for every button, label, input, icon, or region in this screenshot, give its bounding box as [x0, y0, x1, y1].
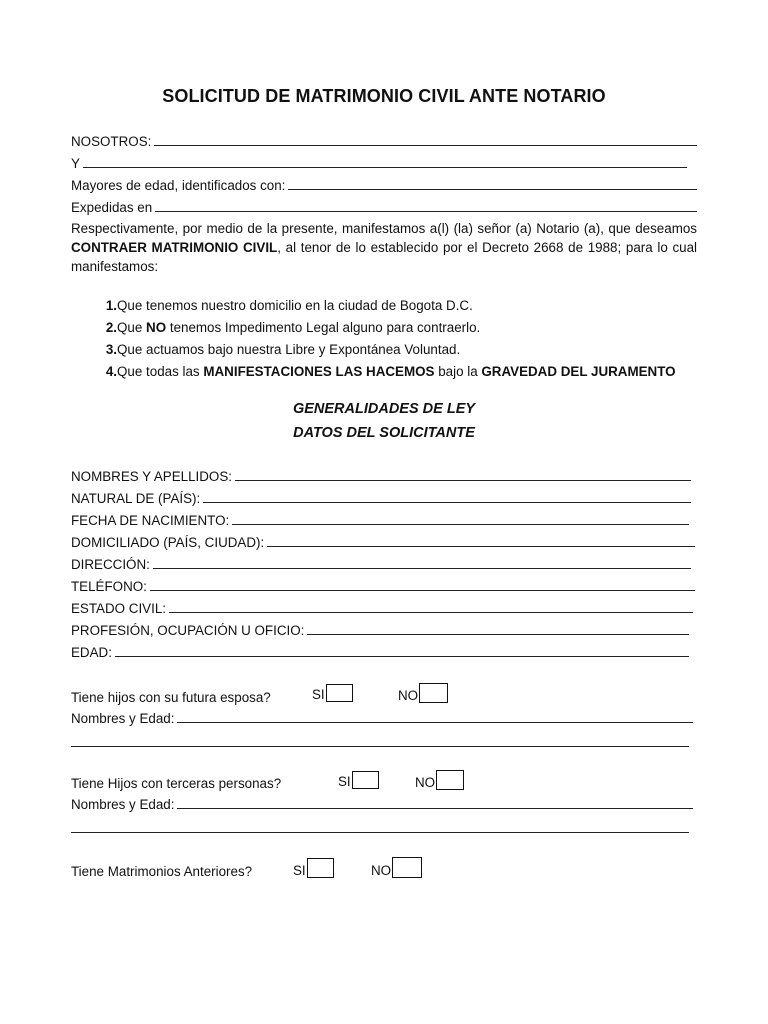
- option-si[interactable]: [293, 858, 334, 878]
- list-item: [71, 342, 697, 358]
- field-telefono[interactable]: [71, 579, 695, 594]
- fill-line[interactable]: [83, 156, 687, 168]
- list-item: [71, 364, 697, 380]
- field-domiciliado[interactable]: [71, 535, 695, 550]
- option-label: SI: [312, 687, 325, 702]
- list-number: 3.: [105, 342, 117, 357]
- fill-line[interactable]: [115, 645, 689, 657]
- option-label: NO: [371, 863, 392, 878]
- fill-line[interactable]: [155, 200, 697, 212]
- field-profesion[interactable]: [71, 623, 689, 638]
- fill-line[interactable]: [203, 491, 691, 503]
- option-no[interactable]: [371, 857, 422, 878]
- question-text: Tiene Hijos con terceras personas?: [71, 775, 282, 791]
- field-identificados[interactable]: [71, 178, 697, 193]
- list-number: 1.: [105, 298, 117, 313]
- field-nombres-edad-2[interactable]: [71, 797, 693, 812]
- fill-line[interactable]: [232, 513, 689, 525]
- field-label: Nombres y Edad:: [71, 797, 175, 812]
- section-subtitle: DATOS DEL SOLICITANTE: [293, 425, 475, 441]
- fill-line[interactable]: [267, 535, 695, 547]
- field-label: Y: [71, 156, 80, 171]
- field-label: NOSOTROS:: [71, 134, 152, 149]
- checkbox-si[interactable]: [326, 684, 353, 702]
- document-title: SOLICITUD DE MATRIMONIO CIVIL ANTE NOTARIO: [162, 86, 606, 106]
- option-label: SI: [293, 863, 306, 878]
- checkbox-no[interactable]: [392, 857, 422, 878]
- field-label: Expedidas en: [71, 200, 153, 215]
- list-text: Que tenemos nuestro domicilio en la ciudad de Bogota D.C.: [117, 298, 473, 313]
- field-y[interactable]: [71, 156, 687, 171]
- list-text: Que NO tenemos Impedimento Legal alguno para contraerlo.: [117, 320, 481, 335]
- fill-line[interactable]: [150, 579, 695, 591]
- option-label: NO: [398, 688, 419, 703]
- fill-line[interactable]: [177, 711, 693, 723]
- list-text: Que actuamos bajo nuestra Libre y Expontánea Voluntad.: [117, 342, 461, 357]
- fill-line[interactable]: [71, 821, 689, 833]
- field-expedidas[interactable]: [71, 200, 697, 215]
- fill-line[interactable]: [169, 601, 693, 613]
- question-text: Tiene hijos con su futura esposa?: [71, 689, 271, 705]
- fill-line[interactable]: [177, 797, 693, 809]
- option-no[interactable]: [415, 770, 464, 790]
- fill-line[interactable]: [153, 557, 691, 569]
- list-number: 2.: [105, 320, 117, 335]
- fill-line[interactable]: [154, 134, 697, 146]
- field-label: EDAD:: [71, 645, 112, 660]
- field-estado-civil[interactable]: [71, 601, 693, 616]
- field-label: ESTADO CIVIL:: [71, 601, 166, 616]
- checkbox-no[interactable]: [436, 770, 464, 790]
- fill-line[interactable]: [235, 469, 691, 481]
- option-no[interactable]: [398, 683, 448, 703]
- checkbox-si[interactable]: [307, 858, 334, 878]
- intro-paragraph: [71, 219, 697, 276]
- option-label: SI: [338, 774, 351, 789]
- field-extra-line-1[interactable]: [71, 735, 689, 750]
- option-label: NO: [415, 775, 436, 790]
- question-hijos-esposa: [71, 686, 271, 708]
- intro-text-end: , al tenor de lo establecido por el Decreto 2668 de 1988; para lo cual manifestamos:: [71, 240, 698, 274]
- field-label: Mayores de edad, identificados con:: [71, 178, 286, 193]
- field-label: Nombres y Edad:: [71, 711, 175, 726]
- list-text: Que todas las MANIFESTACIONES LAS HACEMOS bajo la GRAVEDAD DEL JURAMENTO: [117, 364, 676, 379]
- question-hijos-terceras: [71, 772, 281, 794]
- intro-text: Respectivamente, por medio de la presente, manifestamos a(l) (la) señor (a) Notario (a), que deseamos: [71, 221, 697, 236]
- field-label: TELÉFONO:: [71, 579, 147, 594]
- field-nombres-edad-1[interactable]: [71, 711, 693, 726]
- section-title: GENERALIDADES DE LEY: [292, 401, 476, 417]
- field-label: DOMICILIADO (PAÍS, CIUDAD):: [71, 535, 265, 550]
- field-nombres[interactable]: [71, 469, 691, 484]
- field-label: NATURAL DE (PAÍS):: [71, 491, 201, 506]
- field-label: NOMBRES Y APELLIDOS:: [71, 469, 233, 484]
- intro-bold: CONTRAER MATRIMONIO CIVIL: [71, 240, 278, 255]
- field-fecha-nacimiento[interactable]: [71, 513, 689, 528]
- field-extra-line-2[interactable]: [71, 821, 689, 836]
- field-natural[interactable]: [71, 491, 691, 506]
- checkbox-no[interactable]: [419, 683, 448, 703]
- fill-line[interactable]: [307, 623, 689, 635]
- field-direccion[interactable]: [71, 557, 691, 572]
- field-label: PROFESIÓN, OCUPACIÓN U OFICIO:: [71, 623, 305, 638]
- option-si[interactable]: [312, 684, 353, 702]
- question-matrimonios-anteriores: [71, 860, 252, 882]
- list-item: [71, 298, 697, 314]
- list-number: 4.: [105, 364, 117, 379]
- fill-line[interactable]: [71, 735, 689, 747]
- field-nosotros[interactable]: [71, 134, 697, 149]
- list-item: [71, 320, 697, 336]
- option-si[interactable]: [338, 771, 379, 789]
- fill-line[interactable]: [288, 178, 697, 190]
- checkbox-si[interactable]: [352, 771, 379, 789]
- field-label: FECHA DE NACIMIENTO:: [71, 513, 230, 528]
- field-edad[interactable]: [71, 645, 689, 660]
- question-text: Tiene Matrimonios Anteriores?: [71, 863, 253, 879]
- field-label: DIRECCIÓN:: [71, 557, 150, 572]
